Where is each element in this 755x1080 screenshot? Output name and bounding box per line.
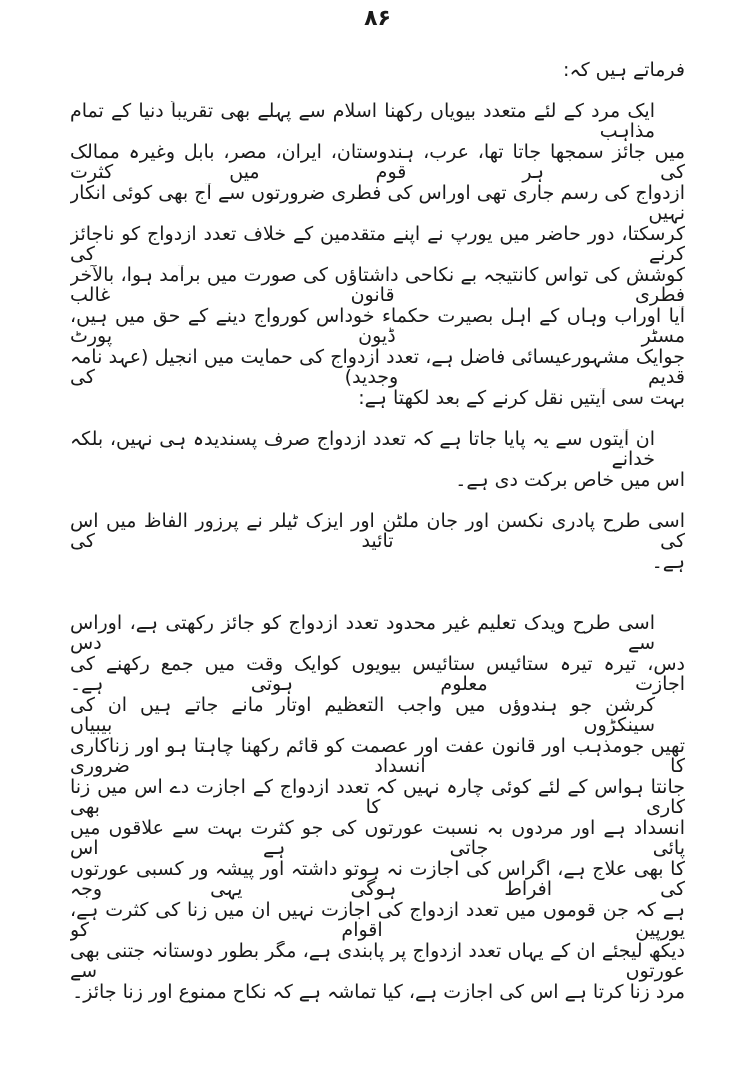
text-line: جوایک مشہورعیسائی فاضل ہے، تعدد ازدواج کی حمایت میں انجیل (عہد نامہ قدیم وجدید) کی (70, 347, 685, 388)
text-line: کرشن جو ہندوؤں میں واجب التعظیم اوتار مانے جاتے ہیں ان کی سینکڑوں بیبیاں (70, 695, 655, 736)
text-line: آیا اوراب وہاں کے اہل بصیرت حکماء خوداس کورواج دینے کے حق میں ہیں، مسٹر ڈیون پورٹ (70, 306, 685, 347)
text-line: کوشش کی تواس کانتیجہ بے نکاحی داشتاؤں کی صورت میں برآمد ہوا، بالآخر فطری قانون غالب (70, 265, 685, 306)
text-line: دیکھ لیجئے ان کے یہاں تعدد ازدواج پر پابندی ہے، مگر بطور دوستانہ جتنی بھی عورتوں سے (70, 941, 685, 982)
text-line: اسی طرح پادری نکسن اور جان ملٹن اور ایزک ٹیلر نے پرزور الفاظ میں اس کی تائید کی (70, 511, 685, 552)
body-text (70, 60, 685, 1023)
text-line: اس میں خاص برکت دی ہے۔ (455, 470, 685, 491)
text-line: میں جائز سمجھا جاتا تھا، عرب، ہندوستان، ایران، مصر، بابل وغیرہ ممالک کی ہر قوم میں کثرت (70, 142, 685, 183)
text-line: جانتا ہواس کے لئے کوئی چارہ نہیں کہ تعدد ازدواج کے اجازت دے اس میں زنا کاری کا بھی (70, 777, 685, 818)
text-line: مرد زنا کرتا ہے اس کی اجازت ہے، کیا تماشہ ہے کہ نکاح ممنوع اور زنا جائز۔ (72, 982, 685, 1003)
text-line: بہت سی آیتیں نقل کرنے کے بعد لکھتا ہے: (358, 388, 685, 409)
text-line: کرسکتا، دور حاضر میں یورپ نے اپنے متقدمین کے خلاف تعدد ازدواج کو ناجائز کرنے کی (70, 224, 685, 265)
text-line: دس، تیرہ تیرہ ستائیس ستائیس بیویوں کوایک وقت میں جمع رکھنے کی اجازت معلوم ہوتی ہے۔ (70, 654, 685, 695)
text-line: اسی طرح ویدک تعلیم غیر محدود تعدد ازدواج کو جائز رکھتی ہے، اوراس سے دس (70, 613, 655, 654)
text-line: ایک مرد کے لئے متعدد بیویاں رکھنا اسلام سے پہلے بھی تقریباً دنیا کے تمام مذاہب (70, 101, 655, 142)
text-line: تھیں جومذہب اور قانون عفت اور عصمت کو قائم رکھنا چاہتا ہو اور زناکاری کا انسداد ضروری (70, 736, 685, 777)
text-line: ازدواج کی رسم جاری تھی اوراس کی فطری ضرورتوں سے آج بھی کوئی انکار نہیں (70, 183, 685, 224)
text-line: ہے۔ (651, 552, 685, 573)
page-number: ۸۶ (364, 6, 391, 31)
text-line: انسداد ہے اور مردوں بہ نسبت عورتوں کی جو کثرت بہت سے علاقوں میں پائی جاتی ہے اس (70, 818, 685, 859)
text-line: ان آیتوں سے یہ پایا جاتا ہے کہ تعدد ازدواج صرف پسندیدہ ہی نہیں، بلکہ خدانے (70, 429, 655, 470)
text-line: ہے کہ جن قوموں میں تعدد ازدواج کی اجازت نہیں ان میں زنا کی کثرت ہے، یورپین اقوام کو (70, 900, 685, 941)
text-line: کا بھی علاج ہے، اگراس کی اجازت نہ ہوتو داشتہ اور پیشہ ور کسبی عورتوں کی افراط ہوگی یہی وجہ (70, 859, 685, 900)
text-line: فرماتے ہیں کہ: (563, 60, 685, 81)
